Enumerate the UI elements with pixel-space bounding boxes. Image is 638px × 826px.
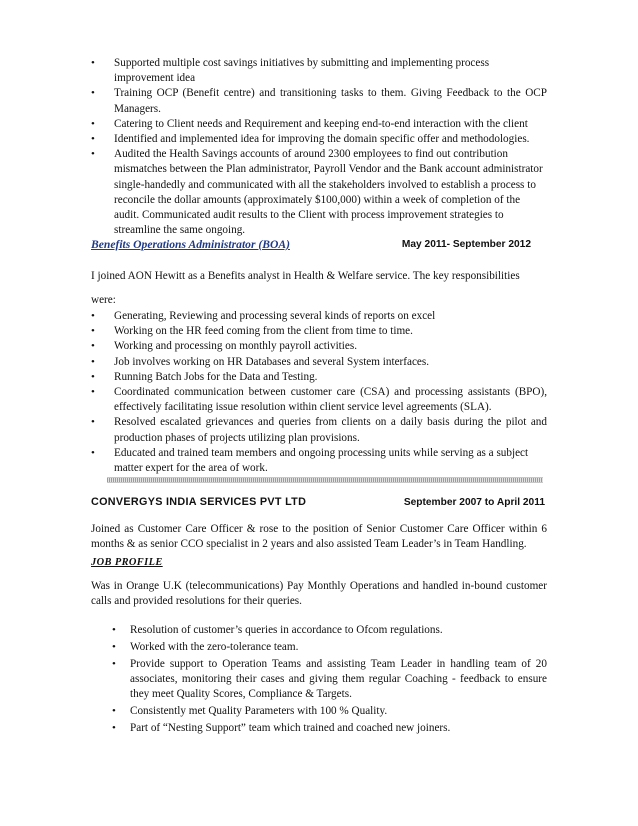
list-item: [91, 355, 547, 370]
bullet-text: Working and processing on monthly payroll activities.: [114, 340, 358, 353]
job-profile-paragraph: Was in Orange U.K (telecommunications) Pay Monthly Operations and handled in-bound customer calls and provided resolutions for their queries.: [91, 580, 547, 608]
bullet-glyph: •: [91, 133, 95, 146]
job-profile-heading: JOB PROFILE: [91, 557, 163, 568]
convergys-bullet-list: [112, 623, 547, 737]
bullet-glyph: •: [112, 640, 116, 653]
bullet-text: Consistently met Quality Parameters with 100 % Quality.: [130, 704, 388, 717]
list-item: [91, 370, 547, 385]
bullet-glyph: •: [91, 87, 95, 100]
bullet-text: Provide support to Operation Teams and assisting Team Leader in handling team of 20 associates, monitoring their cases and giving them regular Coaching - feedback to ensure they meet Quality Scores, Compliance & Targets.: [130, 657, 547, 700]
bullet-glyph: •: [91, 386, 95, 399]
list-item: [91, 385, 547, 415]
bullet-glyph: •: [91, 117, 95, 130]
list-item: [112, 721, 547, 736]
role-dates: May 2011- September 2012: [401, 239, 531, 250]
bullet-text: Resolved escalated grievances and queries from clients on a daily basis during the pilot and production phases of projects utilizing plan provisions.: [114, 416, 547, 444]
bullet-text: Supported multiple cost savings initiatives by submitting and implementing process improvement idea: [114, 57, 490, 85]
bullet-text: Worked with the zero-tolerance team.: [130, 640, 299, 653]
list-item: [91, 309, 547, 324]
bullet-text: Coordinated communication between customer care (CSA) and processing assistants (BPO), effectively facilitating issue resolution within client service level agreements (SLA).: [114, 386, 547, 414]
bullet-text: Working on the HR feed coming from the client from time to time.: [114, 325, 413, 338]
list-item: [91, 446, 547, 476]
list-item: [112, 640, 547, 655]
bullet-text: Running Batch Jobs for the Data and Testing.: [114, 370, 318, 383]
bullet-glyph: •: [91, 355, 95, 368]
bullet-text: Generating, Reviewing and processing several kinds of reports on excel: [114, 310, 436, 322]
bullet-text: Audited the Health Savings accounts of around 2300 employees to find out contribution mismatches between the Plan administrator, Payroll Vendor and the Bank account administrator single-handedly and communicated with all the stakeholders involved to establish a process to reconcile the dollar amounts (approximately $100,000) within a week of completion of the audit. Communicated audit results to the Client with process improvement strategies to streamline the same ongoing.: [114, 148, 543, 237]
bullet-glyph: •: [112, 704, 116, 717]
bullet-text: Catering to Client needs and Requirement and keeping end-to-end interaction with the client: [114, 117, 528, 130]
list-item: [112, 704, 547, 719]
bullet-glyph: •: [112, 657, 116, 670]
bullet-glyph: •: [91, 340, 95, 353]
company-dates: September 2007 to April 2011: [403, 497, 545, 508]
bullet-glyph: •: [91, 325, 95, 338]
bullet-glyph: •: [91, 446, 95, 459]
list-item: [91, 147, 547, 238]
bullet-text: Training OCP (Benefit centre) and transitioning tasks to them. Giving Feedback to the OCP Managers.: [114, 87, 547, 115]
role-title: Benefits Operations Administrator (BOA): [91, 238, 290, 251]
bullet-text: Identified and implemented idea for improving the domain specific offer and methodologies.: [114, 133, 530, 146]
bullet-glyph: •: [91, 148, 95, 161]
bullet-text: Job involves working on HR Databases and several System interfaces.: [114, 355, 430, 368]
list-item: [91, 339, 547, 354]
boa-role-header: [91, 238, 547, 254]
list-item: [112, 623, 547, 638]
bullet-glyph: •: [112, 721, 116, 734]
bullet-glyph: •: [91, 416, 95, 429]
company-name: CONVERGYS INDIA SERVICES PVT LTD: [91, 496, 307, 508]
list-item: [112, 657, 547, 703]
bullet-glyph: •: [91, 57, 95, 69]
section-divider: [107, 477, 543, 483]
previous-role-bullet-list: [91, 56, 547, 238]
list-item: [91, 56, 547, 86]
bullet-glyph: •: [91, 370, 95, 383]
bullet-text: Educated and trained team members and ongoing processing units while serving as a subject matter expert for the area of work.: [114, 446, 529, 475]
list-item: [91, 415, 547, 445]
bullet-text: Resolution of customer’s queries in accordance to Ofcom regulations.: [130, 624, 443, 636]
list-item: [91, 324, 547, 339]
bullet-glyph: •: [91, 310, 95, 322]
bullet-text: Part of “Nesting Support” team which trained and coached new joiners.: [130, 721, 451, 734]
bullet-glyph: •: [112, 624, 116, 636]
boa-bullet-list: [91, 309, 547, 476]
convergys-intro-paragraph: Joined as Customer Care Officer & rose to the position of Senior Customer Care Officer within 6 months & as senior CCO specialist in 2 years and also assisted Team Leader’s in Team Handling.: [91, 523, 547, 551]
list-item: [91, 86, 547, 116]
boa-intro-paragraph: I joined AON Hewitt as a Benefits analyst in Health & Welfare service. The key responsibilities were:: [91, 270, 520, 306]
list-item: [91, 132, 547, 147]
list-item: [91, 117, 547, 132]
